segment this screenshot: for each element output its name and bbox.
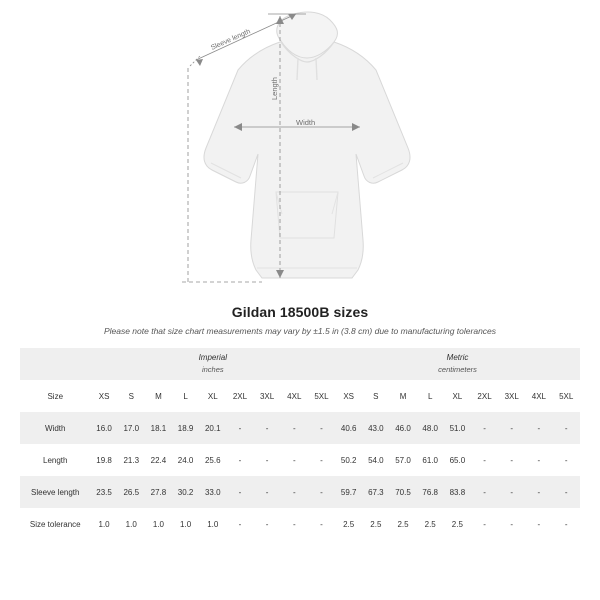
- cell-sleeve-met-3: 76.8: [422, 487, 438, 497]
- cell-width-imp-8: -: [320, 423, 323, 433]
- unit-metric-sub: centimeters: [438, 365, 477, 375]
- table-row: [20, 476, 580, 508]
- cell-tol-met-1: 2.5: [370, 519, 382, 529]
- cell-length-imp-7: -: [292, 455, 296, 465]
- cell-length-imp-4: 25.6: [204, 455, 221, 465]
- cell-length-met-0: 50.2: [340, 455, 357, 465]
- width-label: Width: [296, 118, 316, 127]
- col-head-imp-4xl: 4XL: [287, 391, 302, 401]
- cell-length-met-3: 61.0: [422, 455, 438, 465]
- cell-length-met-6: -: [510, 455, 514, 465]
- cell-length-imp-0: 19.8: [96, 455, 112, 465]
- cell-tol-imp-5: -: [238, 519, 242, 529]
- col-head-met-l: L: [427, 391, 433, 401]
- unit-row-spacer: [20, 348, 90, 380]
- cell-tol-met-0: 2.5: [343, 519, 355, 529]
- cell-length-imp-6: -: [265, 455, 269, 465]
- cell-width-met-7: -: [537, 423, 541, 433]
- cell-length-imp-5: -: [238, 455, 242, 465]
- cell-sleeve-met-4: 83.8: [449, 487, 466, 497]
- cell-width-met-0: 40.6: [340, 423, 357, 433]
- cell-length-imp-8: -: [320, 455, 323, 465]
- cell-width-met-3: 48.0: [422, 423, 438, 433]
- col-head-met-2xl: 2XL: [477, 391, 492, 401]
- cell-sleeve-imp-3: 30.2: [177, 487, 194, 497]
- cell-tol-met-4: 2.5: [451, 519, 463, 529]
- col-head-met-xs: XS: [343, 391, 355, 401]
- col-head-imp-m: M: [155, 391, 162, 401]
- cell-tol-met-8: -: [564, 519, 568, 529]
- size-header-row: [20, 380, 580, 412]
- cell-width-imp-4: 20.1: [204, 423, 221, 433]
- cell-sleeve-imp-7: -: [292, 487, 296, 497]
- cell-sleeve-imp-8: -: [320, 487, 323, 497]
- col-head-met-s: S: [373, 391, 379, 401]
- cell-tol-imp-2: 1.0: [152, 519, 164, 529]
- cell-length-met-2: 57.0: [395, 455, 411, 465]
- cell-tol-imp-6: -: [265, 519, 269, 529]
- cell-length-imp-2: 22.4: [150, 455, 167, 465]
- cell-length-met-4: 65.0: [449, 455, 466, 465]
- col-head-imp-s: S: [128, 391, 134, 401]
- cell-width-met-6: -: [510, 423, 514, 433]
- table-row: [20, 444, 580, 476]
- cell-width-met-1: 43.0: [368, 423, 384, 433]
- row-label-width: Width: [45, 423, 66, 433]
- cell-sleeve-imp-4: 33.0: [204, 487, 221, 497]
- cell-tol-met-5: -: [483, 519, 486, 529]
- col-head-imp-xl: XL: [207, 391, 218, 401]
- row-label-length: Length: [43, 455, 68, 465]
- cell-tol-imp-7: -: [292, 519, 296, 529]
- title-block: [0, 300, 600, 336]
- unit-metric-name: Metric: [446, 353, 469, 363]
- cell-tol-met-7: -: [537, 519, 541, 529]
- col-head-met-5xl: 5XL: [559, 391, 574, 401]
- page-title: Gildan 18500B sizes: [231, 304, 369, 320]
- cell-length-imp-1: 21.3: [123, 455, 140, 465]
- cell-tol-imp-0: 1.0: [98, 519, 110, 529]
- cell-width-imp-3: 18.9: [177, 423, 194, 433]
- row-label-size-tolerance: Size tolerance: [29, 519, 81, 529]
- unit-header-row: [20, 348, 580, 380]
- sleeve-length-label: Sleeve length: [209, 28, 252, 52]
- cell-tol-imp-4: 1.0: [207, 519, 219, 529]
- cell-length-met-5: -: [483, 455, 486, 465]
- cell-length-met-8: -: [564, 455, 568, 465]
- size-header-label: Size: [47, 391, 64, 401]
- col-head-imp-xs: XS: [98, 391, 110, 401]
- cell-sleeve-met-1: 67.3: [368, 487, 384, 497]
- col-head-met-3xl: 3XL: [504, 391, 519, 401]
- cell-length-imp-3: 24.0: [177, 455, 194, 465]
- col-head-imp-l: L: [183, 391, 188, 401]
- cell-width-imp-2: 18.1: [150, 423, 167, 433]
- cell-sleeve-imp-5: -: [238, 487, 242, 497]
- cell-width-imp-1: 17.0: [123, 423, 140, 433]
- tolerance-note: Please note that size chart measurements may vary by ±1.5 in (3.8 cm) due to manufacturing tolerances: [103, 326, 497, 336]
- size-chart-table: [20, 348, 580, 540]
- cell-width-imp-6: -: [265, 423, 269, 433]
- cell-width-met-4: 51.0: [449, 423, 466, 433]
- cell-sleeve-met-8: -: [564, 487, 568, 497]
- unit-metric: [335, 348, 580, 380]
- row-label-sleeve-length: Sleeve length: [31, 487, 80, 497]
- col-head-imp-3xl: 3XL: [259, 391, 275, 401]
- cell-sleeve-met-2: 70.5: [395, 487, 411, 497]
- cell-sleeve-met-5: -: [483, 487, 486, 497]
- cell-tol-imp-1: 1.0: [125, 519, 137, 529]
- cell-sleeve-imp-2: 27.8: [150, 487, 167, 497]
- cell-width-met-2: 46.0: [395, 423, 411, 433]
- unit-imperial-sub: inches: [201, 365, 224, 375]
- cell-tol-imp-3: 1.0: [180, 519, 192, 529]
- cell-sleeve-imp-1: 26.5: [123, 487, 140, 497]
- cell-width-imp-0: 16.0: [96, 423, 112, 433]
- cell-tol-imp-8: -: [320, 519, 323, 529]
- cell-sleeve-imp-0: 23.5: [96, 487, 112, 497]
- cell-sleeve-met-6: -: [510, 487, 514, 497]
- cell-tol-met-2: 2.5: [397, 519, 409, 529]
- col-head-imp-2xl: 2XL: [232, 391, 248, 401]
- table-row: [20, 508, 580, 540]
- cell-sleeve-met-7: -: [537, 487, 541, 497]
- cell-tol-met-6: -: [510, 519, 514, 529]
- unit-imperial: [90, 348, 335, 380]
- cell-length-met-7: -: [537, 455, 541, 465]
- col-head-met-m: M: [399, 391, 407, 401]
- cell-width-imp-5: -: [238, 423, 242, 433]
- unit-imperial-name: Imperial: [198, 353, 228, 363]
- hoodie-shape: [204, 12, 410, 278]
- col-head-met-xl: XL: [452, 391, 463, 401]
- cell-length-met-1: 54.0: [368, 455, 384, 465]
- col-head-imp-5xl: 5XL: [314, 391, 329, 401]
- cell-width-met-5: -: [483, 423, 486, 433]
- size-table-wrap: [0, 336, 600, 540]
- cell-width-imp-7: -: [292, 423, 296, 433]
- cell-sleeve-met-0: 59.7: [340, 487, 357, 497]
- table-row: [20, 412, 580, 444]
- col-head-met-4xl: 4XL: [531, 391, 546, 401]
- cell-sleeve-imp-6: -: [265, 487, 269, 497]
- length-label: Length: [270, 77, 279, 100]
- cell-width-met-8: -: [564, 423, 568, 433]
- cell-tol-met-3: 2.5: [424, 519, 436, 529]
